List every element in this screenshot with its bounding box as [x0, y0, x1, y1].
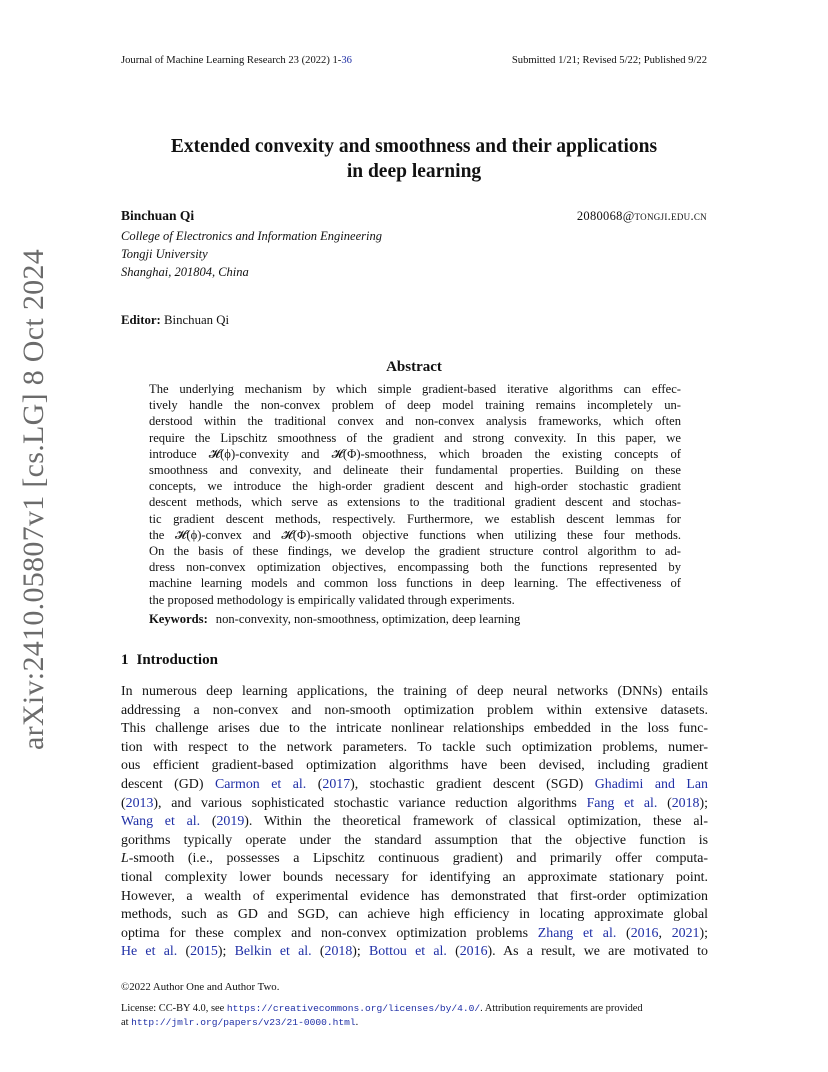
author-name: Binchuan Qi — [121, 208, 195, 223]
citation-link[interactable]: 2018 — [324, 944, 353, 960]
text-run: ( — [200, 814, 217, 830]
text-run: optima for these complex and non-convex optimization problems — [121, 925, 538, 941]
paragraph-line — [121, 702, 708, 721]
affiliation-line: Tongji University — [121, 247, 208, 261]
abstract-line: descent methods, which serve as extensions to the traditional gradient descent and stochas- — [149, 495, 681, 510]
introduction-body — [121, 683, 708, 962]
text-run: tional complexity lower bounds necessary for identifying an approximate stationary point. — [121, 869, 708, 885]
text-run: ), and various sophisticated stochastic variance reduction algorithms — [153, 795, 587, 811]
paragraph-line — [121, 943, 708, 962]
author-email: 2080068@tongji.edu.cn — [576, 209, 707, 223]
text-run: ); — [699, 925, 708, 941]
text-run: ), stochastic gradient descent (SGD) — [350, 776, 595, 792]
text-run: ( — [306, 776, 323, 792]
math-symbol: L — [121, 851, 129, 867]
paragraph-line — [121, 888, 708, 907]
paragraph-line — [121, 757, 708, 776]
text-run: descent (GD) — [121, 776, 215, 792]
paragraph-line — [121, 739, 708, 758]
citation-link[interactable]: Fang et al. — [586, 795, 658, 811]
citation-link[interactable]: 2015 — [190, 944, 218, 960]
abstract-line: introduce 𝓗(ϕ)-convexity and 𝓗(Φ)-smoothness, which broaden the existing concepts of — [149, 446, 681, 461]
abstract-line: machine learning models and common loss functions in deep learning. The effectiveness of — [149, 576, 681, 591]
paragraph-line — [121, 720, 708, 739]
paper-url-link[interactable]: http://jmlr.org/papers/v23/21-0000.html — [131, 1017, 356, 1028]
citation-link[interactable]: 2016 — [459, 944, 488, 960]
abstract-line: tively handle the non-convex problem of deep model training remains incompletely un- — [149, 398, 681, 413]
citation-link[interactable]: 2018 — [671, 795, 700, 811]
text-run: ); — [352, 944, 370, 960]
abstract-line: On the basis of these findings, we develop the gradient structure control algorithm to ad- — [149, 544, 681, 559]
text-run: ( — [657, 795, 672, 811]
editor-label: Editor: — [121, 313, 161, 327]
journal-pages-link[interactable]: 36 — [341, 55, 352, 66]
affiliation-line: College of Electronics and Information Engineering — [121, 229, 382, 243]
text-run: , — [658, 925, 672, 941]
paragraph-line — [121, 813, 708, 832]
text-run: This challenge arises due to the intricate nonlinear relationships embedded in the loss func- — [121, 721, 708, 737]
text-run: In numerous deep learning applications, the training of deep neural networks (DNNs) entails — [121, 684, 708, 699]
abstract-line: require the Lipschitz smoothness of the gradient and strong convexity. In this paper, we — [149, 430, 681, 445]
text-run: ); — [699, 795, 708, 811]
abstract-line: dress non-convex optimization objectives, encompassing both the functions represented by — [149, 560, 681, 575]
citation-link[interactable]: Carmon et al. — [214, 776, 307, 792]
copyright-notice: ©2022 Author One and Author Two. — [121, 981, 280, 993]
keywords-line — [149, 612, 520, 627]
text-run: ous efficient gradient-based optimization algorithms have been devised, including gradient — [121, 758, 708, 774]
license-notice: License: CC-BY 4.0, see https://creativecommons.org/licenses/by/4.0/. Attribution requirements are provided at http://jmlr.org/papers/v23/21-0000.html. — [121, 1003, 643, 1028]
text-run: gorithms typically operate under the standard assumption that the objective function is — [121, 832, 708, 848]
text-run: ); — [217, 944, 235, 960]
abstract-line: smoothness and convexity, and delineate their fundamental properties. Building on these — [149, 463, 681, 478]
section-title: Introduction — [136, 652, 218, 668]
keywords-label: Keywords: — [149, 612, 208, 626]
abstract-line: tic gradient descent methods, respectively. Furthermore, we establish descent lemmas for — [149, 511, 681, 526]
text-run: ( — [311, 944, 325, 960]
title-line: in deep learning — [346, 161, 482, 182]
citation-link[interactable]: He et al. — [121, 944, 178, 960]
title-line: Extended convexity and smoothness and their applications — [170, 136, 658, 157]
paragraph-line — [121, 795, 708, 814]
text-run: tion with respect to the network parameters. To tackle such optimization problems, numer- — [121, 739, 708, 755]
section-heading — [121, 652, 218, 669]
abstract-line: concepts, we introduce the high-order gradient descent and high-order stochastic gradient — [149, 479, 681, 494]
section-number: 1 — [121, 652, 129, 668]
citation-link[interactable]: Zhang et al. — [537, 925, 617, 941]
paragraph-line — [121, 683, 708, 702]
journal-info: Journal of Machine Learning Research 23 (2022) 1-36 — [121, 55, 352, 66]
paper-title — [110, 134, 718, 184]
citation-link[interactable]: 2017 — [322, 776, 351, 792]
abstract-body — [149, 381, 681, 608]
text-run: ( — [121, 795, 126, 811]
citation-link[interactable]: 2019 — [216, 814, 245, 830]
paragraph-line — [121, 850, 708, 869]
abstract-line: derstood within the traditional convex and non-convex analysis frameworks, which often — [149, 414, 681, 429]
abstract-heading: Abstract — [386, 359, 442, 375]
citation-link[interactable]: Wang et al. — [121, 814, 201, 830]
text-run: -smooth (i.e., possesses a Lipschitz continuous gradient) and primarily offer computa- — [128, 851, 708, 867]
citation-link[interactable]: 2013 — [125, 795, 154, 811]
affiliation-line: Shanghai, 201804, China — [121, 265, 249, 279]
citation-link[interactable]: Bottou et al. — [369, 944, 447, 960]
keywords-text: non-convexity, non-smoothness, optimization, deep learning — [215, 612, 521, 626]
submission-dates: Submitted 1/21; Revised 5/22; Published 9/22 — [511, 55, 707, 66]
abstract-line: The underlying mechanism by which simple gradient-based iterative algorithms can effec- — [149, 382, 681, 396]
text-run: However, a wealth of experimental evidence has demonstrated that first-order optimization — [121, 888, 708, 904]
text-run: ). Within the theoretical framework of classical optimization, these al- — [244, 814, 708, 830]
paragraph-line — [121, 869, 708, 888]
editor-name: Binchuan Qi — [164, 313, 230, 327]
text-run: ( — [446, 944, 460, 960]
citation-link[interactable]: Belkin et al. — [234, 944, 312, 960]
paragraph-line — [121, 832, 708, 851]
text-run: ( — [616, 925, 631, 941]
author-affiliation — [121, 227, 382, 281]
text-run: addressing a non-convex and non-smooth optimization problem within extensive datasets. — [121, 702, 708, 718]
citation-link[interactable]: 2021 — [671, 925, 700, 941]
citation-link[interactable]: Ghadimi and Lan — [594, 776, 708, 792]
text-run: ). As a result, we are motivated to — [487, 944, 708, 960]
text-run: methods, such as GD and SGD, can achieve high efficiency in locating approximate global — [121, 907, 708, 923]
citation-link[interactable]: 2016 — [630, 925, 659, 941]
paragraph-line — [121, 925, 708, 944]
paragraph-line — [121, 906, 708, 925]
arxiv-stamp: arXiv:2410.05807v1 [cs.LG] 8 Oct 2024 — [17, 248, 50, 750]
paragraph-line — [121, 776, 708, 795]
text-run: ( — [177, 944, 191, 960]
editor-line — [121, 313, 229, 328]
abstract-line: the proposed methodology is empirically validated through experiments. — [149, 592, 515, 607]
abstract-line: the 𝓗(ϕ)-convex and 𝓗(Φ)-smooth objective functions when utilizing these four methods. — [149, 527, 681, 542]
license-link[interactable]: https://creativecommons.org/licenses/by/4.0/ — [226, 1003, 481, 1014]
